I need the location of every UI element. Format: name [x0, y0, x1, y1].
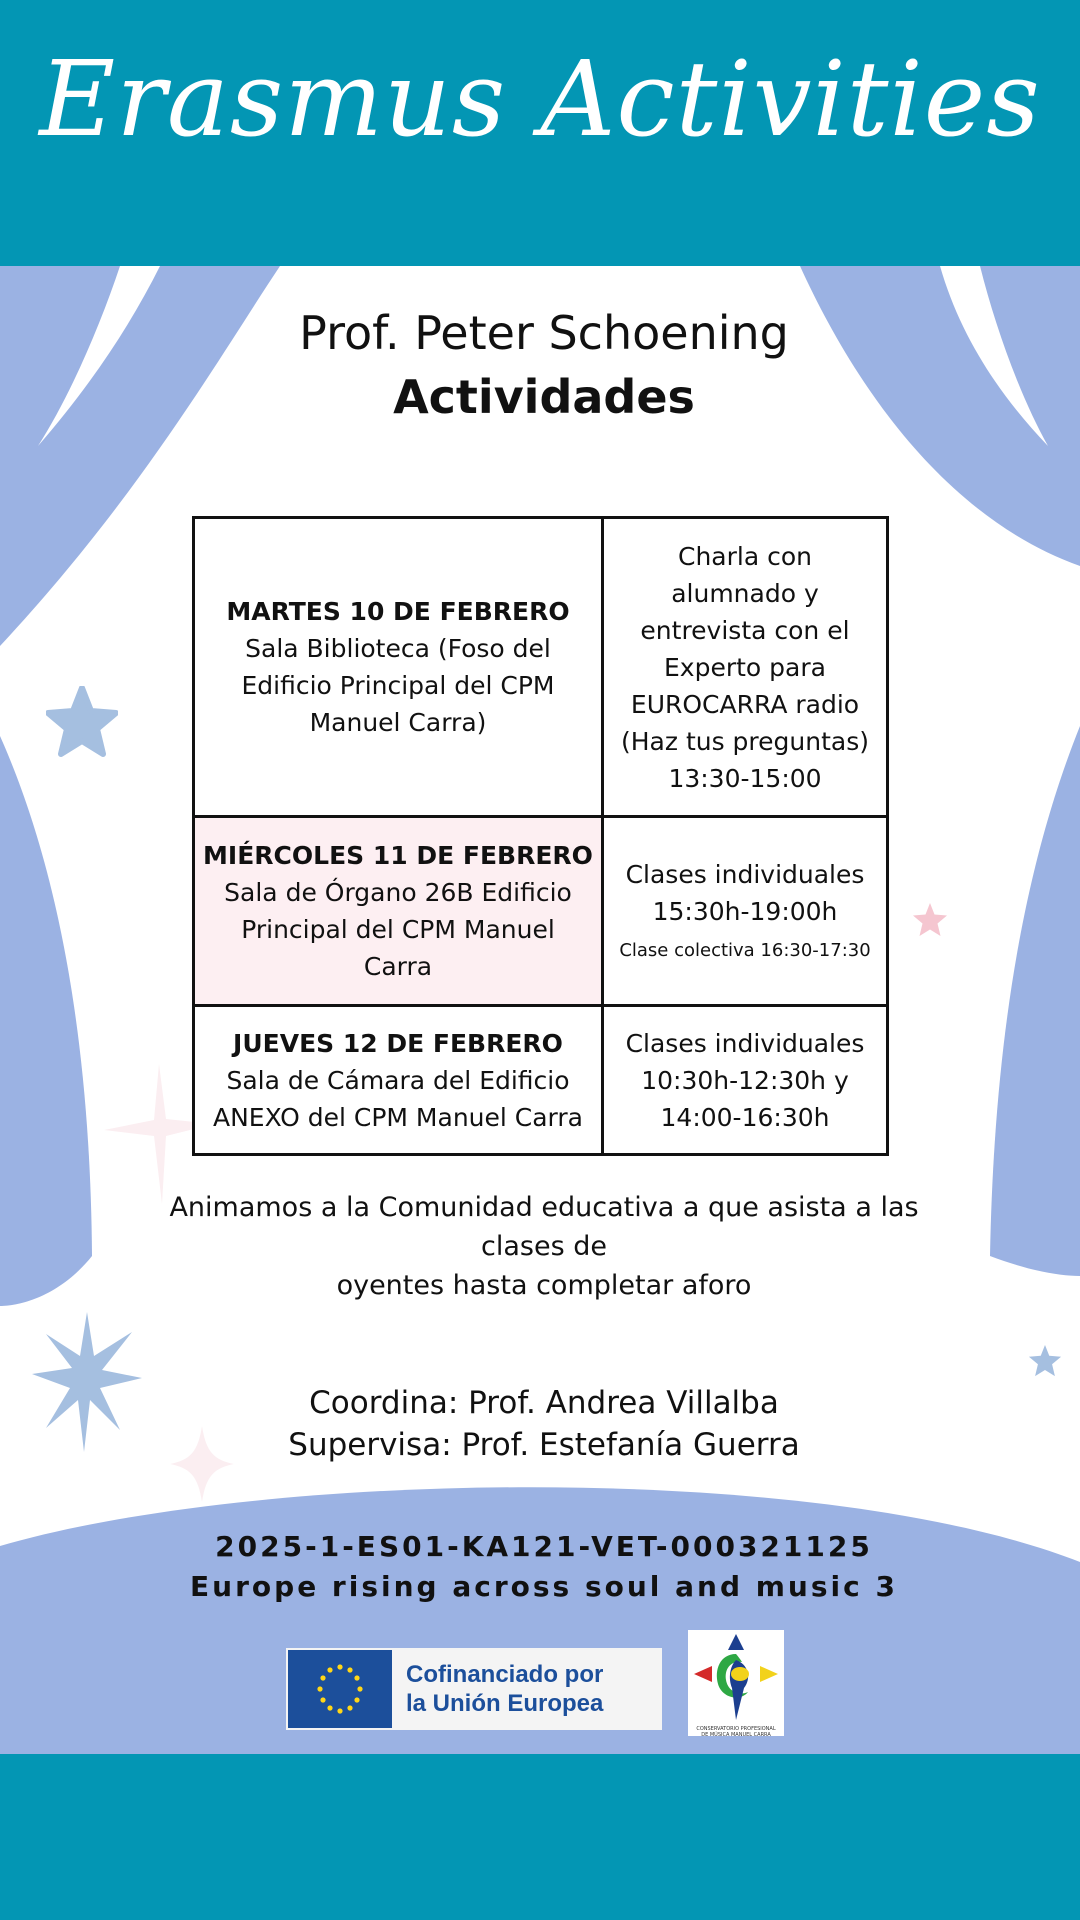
schedule-place-line: Sala de Órgano 26B Edificio — [224, 878, 572, 907]
schedule-place-cell — [194, 1006, 603, 1155]
conservatory-name-line: DE MÚSICA MANUEL CARRA — [701, 1732, 771, 1738]
schedule-place-line: Edificio Principal del CPM — [241, 671, 555, 700]
project-name: Europe rising across soul and music 3 — [190, 1570, 898, 1603]
schedule-activity-line: Experto para — [664, 652, 826, 682]
schedule-activity-line: 15:30h-19:00h — [652, 897, 838, 926]
schedule-activity-line: EUROCARRA radio — [630, 689, 860, 719]
eu-flag-icon — [288, 1650, 392, 1728]
bottom-banner — [0, 1754, 1080, 1920]
schedule-activity-cell — [603, 1006, 888, 1155]
schedule-activity-line: 13:30-15:00 — [668, 763, 822, 793]
schedule-place-line: Carra — [363, 952, 433, 981]
schedule-activity-line: (Haz tus preguntas) — [621, 726, 869, 756]
schedule-table — [192, 516, 889, 1156]
eu-cofunded-text — [406, 1660, 603, 1718]
professor-name: Prof. Peter Schoening — [299, 306, 789, 360]
schedule-place-line: Manuel Carra) — [309, 708, 487, 737]
schedule-activity-line: Clases individuales — [625, 860, 865, 889]
conservatory-emblem-icon — [688, 1630, 784, 1726]
schedule-activity-line: 10:30h-12:30h y — [641, 1065, 849, 1095]
staff-credits — [0, 1382, 1080, 1466]
schedule-activity-cell — [603, 518, 888, 817]
schedule-activity-line: 14:00-16:30h — [660, 1102, 830, 1132]
schedule-place-cell — [194, 518, 603, 817]
schedule-place-line: ANEXO del CPM Manuel Carra — [212, 1102, 583, 1132]
project-code: 2025-1-ES01-KA121-VET-000321125 — [215, 1530, 873, 1563]
eu-text-line: la Unión Europea — [406, 1690, 604, 1717]
coordinator-line: Coordina: Prof. Andrea Villalba — [309, 1385, 779, 1421]
schedule-activity-line: Clases individuales — [625, 1028, 865, 1058]
schedule-activity-note: Clase colectiva 16:30-17:30 — [619, 940, 871, 961]
small-star-icon — [1028, 1344, 1062, 1378]
table-row — [194, 817, 888, 1006]
eu-text-line: Cofinanciado por — [406, 1661, 604, 1688]
pink-star-icon — [912, 902, 948, 938]
schedule-place-line: Sala de Cámara del Edificio — [226, 1065, 570, 1095]
conservatory-name — [688, 1726, 784, 1738]
conservatory-name-line: CONSERVATORIO PROFESIONAL — [696, 1726, 776, 1732]
activities-heading: Actividades — [393, 370, 695, 424]
eu-cofunded-logo — [286, 1648, 662, 1730]
top-banner — [0, 0, 1080, 266]
schedule-place-cell — [194, 817, 603, 1006]
invitation-text — [140, 1188, 948, 1305]
banner-title: Erasmus Activities — [39, 38, 1041, 160]
supervisor-line: Supervisa: Prof. Estefanía Guerra — [288, 1427, 800, 1463]
table-row — [194, 1006, 888, 1155]
invitation-line: oyentes hasta completar aforo — [336, 1270, 752, 1301]
schedule-place-line: Sala Biblioteca (Foso del — [245, 634, 551, 663]
conservatory-logo — [688, 1630, 784, 1736]
schedule-activity-line: Charla con — [678, 541, 812, 571]
schedule-day: JUEVES 12 DE FEBRERO — [233, 1028, 563, 1058]
schedule-day: MIÉRCOLES 11 DE FEBRERO — [203, 841, 593, 870]
schedule-place-line: Principal del CPM Manuel — [241, 915, 555, 944]
schedule-activity-line: entrevista con el — [640, 615, 850, 645]
invitation-line: Animamos a la Comunidad educativa a que asista a las clases de — [169, 1192, 919, 1262]
schedule-activity-cell — [603, 817, 888, 1006]
table-row — [194, 518, 888, 817]
schedule-day: MARTES 10 DE FEBRERO — [226, 597, 570, 626]
schedule-activity-line: alumnado y — [671, 578, 819, 608]
star-icon — [46, 686, 118, 758]
